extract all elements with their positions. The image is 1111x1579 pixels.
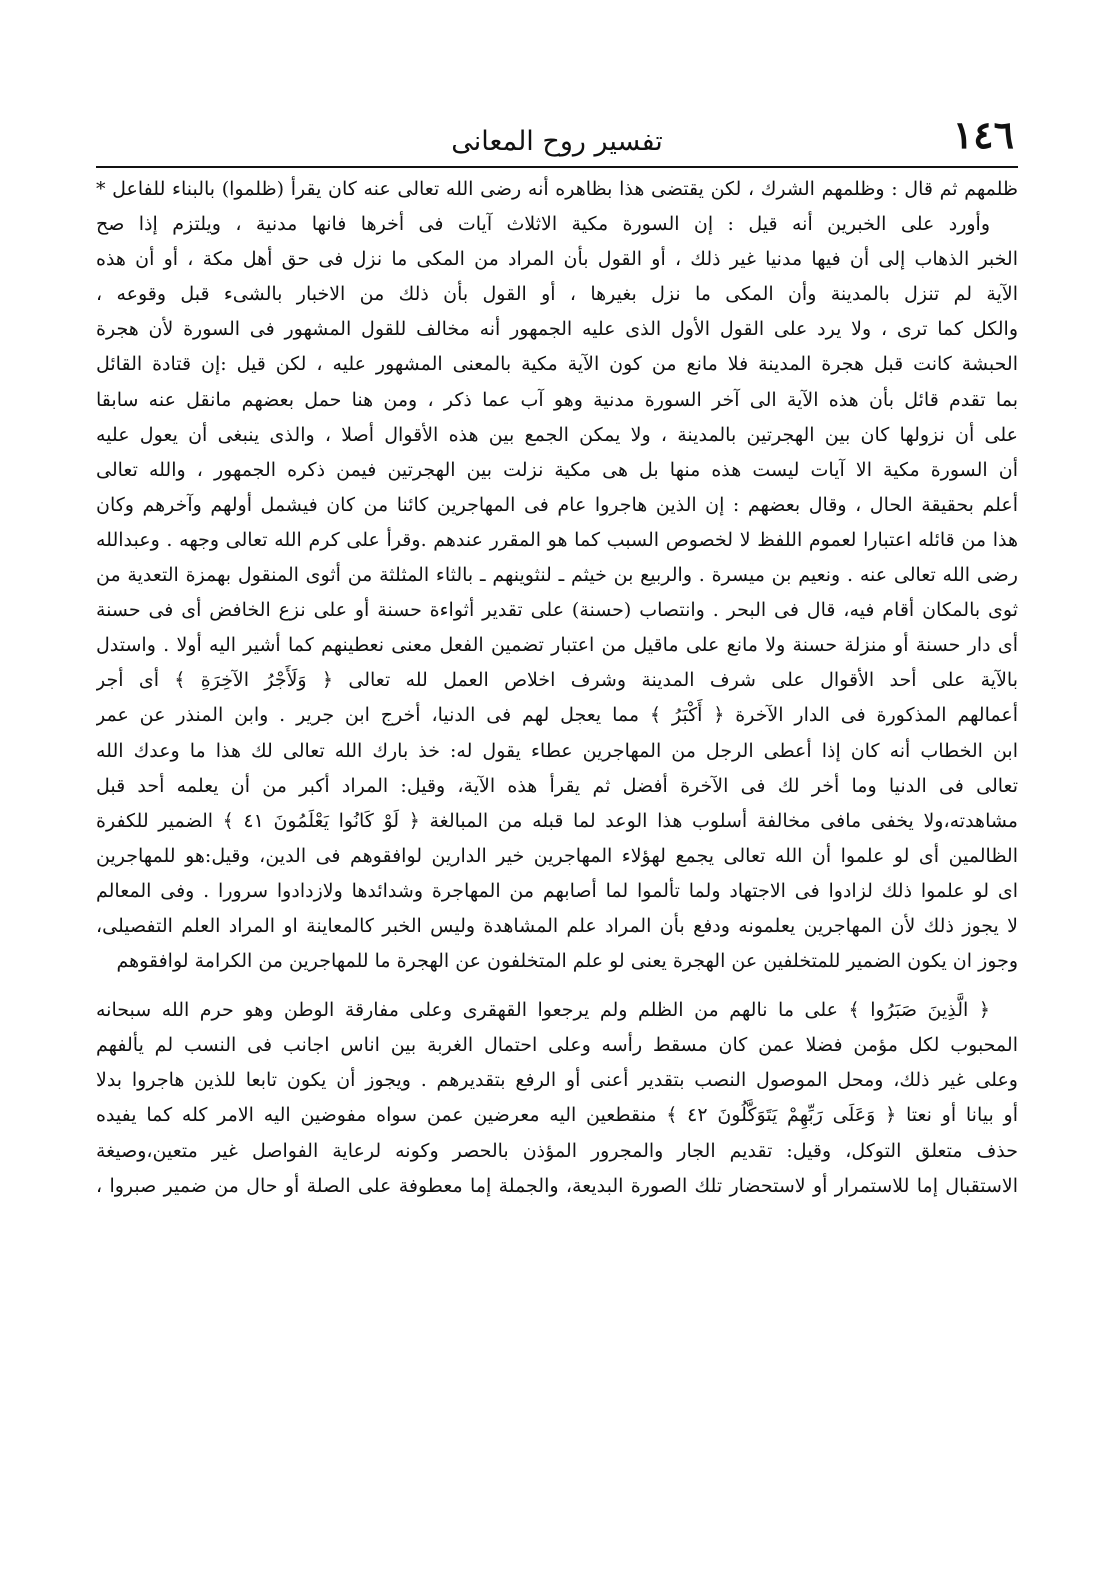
text-line: مشاهدته،ولا يخفى مافى مخالفة أسلوب هذا الوعد لما قبله من المبالغة ﴿ لَوْ كَانُوا يَعْلَمُونَ ٤١ ﴾ الضمير للكفرة (96, 809, 1018, 832)
text-line: ﴿ الَّذِينَ صَبَرُوا ﴾ على ما نالهم من الظلم ولم يرجعوا القهقرى وعلى مفارقة الوطن وهو حرم الله سبحانه (96, 999, 990, 1022)
text-line: المحبوب لكل مؤمن فضلا عمن كان مسقط رأسه وعلى احتمال الغربة بين اناس اجانب فى النسب لم يألفهم (96, 1034, 1018, 1057)
page-header (96, 108, 1018, 168)
text-line: أعلم بحقيقة الحال ، وقال بعضهم : إن الذين هاجروا عام فى المهاجرين كائنا من كان فيشمل أولهم وآخرهم وكان (96, 493, 1018, 516)
text-line: وأورد على الخبرين أنه قيل : إن السورة مكية الاثلاث آيات فى أخرها فانها مدنية ، ويلتزم إذا صح (96, 213, 990, 236)
header-rule (96, 166, 1018, 168)
page-number: ١٤٦ (952, 112, 1014, 157)
paragraph-gap (96, 979, 1018, 993)
text-line: اى لو علموا ذلك لزادوا فى الاجتهاد ولما تألموا لما أصابهم من المهاجرة وشدائدها ولازدادوا سرورا . وفى المعالم (96, 879, 1018, 902)
text-line: تعالى فى الدنيا وما أخر لك فى الآخرة أفضل ثم يقرأ هذه الآية، وقيل: المراد أكبر من أن يعلمه أحد قبل (96, 774, 1018, 797)
text-line: ابن الخطاب أنه كان إذا أعطى الرجل من المهاجرين عطاء يقول له: خذ بارك الله تعالى لك هذا ما وعدك الله (96, 739, 1018, 762)
text-line: وعلى غير ذلك، ومحل الموصول النصب بتقدير أعنى أو الرفع بتقديرهم . ويجوز أن يكون تابعا للذين هاجروا بدلا (96, 1069, 1018, 1092)
text-line: بما تقدم قائل بأن هذه الآية الى آخر السورة مدنية وهو آب عما ذكر ، ومن هنا حمل بعضهم مانقل عنه سابقا (96, 388, 1018, 411)
text-line: لا يجوز ذلك لأن المهاجرين يعلمونه ودفع بأن المراد علم المشاهدة وليس الخبر كالمعاينة او المراد العلم التفصيلى، (96, 914, 1018, 937)
page-body (96, 172, 1018, 1204)
text-line: الخبر الذهاب إلى أن فيها مدنيا غير ذلك ، أو القول بأن المراد من المكى ما نزل فى حق أهل مكة ، أو أن هذه (96, 248, 1018, 271)
text-line: هذا من قائله اعتبارا لعموم اللفظ لا لخصوص السبب كما هو المقرر عندهم .وقرأ على كرم الله تعالى وجهه . وعبدالله (96, 528, 1018, 551)
text-line: ثوى بالمكان أقام فيه، قال فى البحر . وانتصاب (حسنة) على تقدير أثواءة حسنة أو على نزع الخافض أى فى حسنة (96, 599, 1018, 622)
text-line: الاستقبال إما للاستمرار أو لاستحضار تلك الصورة البديعة، والجملة إما معطوفة على الصلة أو حال من ضمير صبروا ، (96, 1174, 1018, 1197)
text-line: الحبشة كانت قبل هجرة المدينة فلا مانع من كون الآية مكية بالمعنى المشهور عليه ، لكن قيل :إن قتادة القائل (96, 353, 1018, 376)
text-line: الظالمين أى لو علموا أن الله تعالى يجمع لهؤلاء المهاجرين خير الدارين لوافقوهم فى الدين، وقيل:هو للمهاجرين (96, 844, 1018, 867)
running-title: تفسير روح المعانى (451, 126, 663, 157)
text-line: أى دار حسنة أو منزلة حسنة ولا مانع على ماقيل من اعتبار تضمين الفعل معنى نعطينهم كما أشير اليه أولا . واستدل (96, 634, 1018, 657)
text-line: أن السورة مكية الا آيات ليست هذه منها بل هى مكية نزلت بين الهجرتين فيمن ذكره الجمهور ، والله تعالى (96, 458, 1018, 481)
text-line: الآية لم تنزل بالمدينة وأن المكى ما نزل بغيرها ، أو القول بأن ذلك من الاخبار بالشىء قبل وقوعه ، (96, 283, 1018, 306)
text-line: على أن نزولها كان بين الهجرتين بالمدينة ، ولا يمكن الجمع بين هذه الأقوال أصلا ، والذى ينبغى أن يعول عليه (96, 423, 1018, 446)
text-line: أو بيانا أو نعتا ﴿ وَعَلَى رَبِّهِمْ يَتَوَكَّلُونَ ٤٢ ﴾ منقطعين اليه معرضين عمن سواه مفوضين اليه الامر كله كما يفيده (96, 1104, 1018, 1127)
text-line: ظلمهم ثم قال : وظلمهم الشرك ، لكن يقتضى هذا بظاهره أنه رضى الله تعالى عنه كان يقرأ (ظلموا) بالبناء للفاعل * (96, 178, 1018, 200)
text-line: بالآية على أحد الأقوال على شرف المدينة وشرف اخلاص العمل لله تعالى ﴿ وَلَأَجْرُ الآخِرَةِ ﴾ أى أجر (96, 669, 1018, 692)
text-line: والكل كما ترى ، ولا يرد على القول الأول الذى عليه الجمهور أنه مخالف للقول المشهور فى السورة لأن هجرة (96, 318, 1018, 341)
text-line: حذف متعلق التوكل، وقيل: تقديم الجار والمجرور المؤذن بالحصر وكونه لرعاية الفواصل غير متعين،وصيغة (96, 1139, 1018, 1162)
text-line: وجوز ان يكون الضمير للمتخلفين عن الهجرة يعنى لو علم المتخلفون عن الهجرة ما للمهاجرين من الكرامة لوافقوهم (116, 950, 1018, 973)
text-line: رضى الله تعالى عنه . ونعيم بن ميسرة . والربيع بن خيثم ـ لنثوينهم ـ بالثاء المثلثة من أثوى المنقول بهمزة التعدية من (96, 564, 1018, 587)
text-line: أعمالهم المذكورة فى الدار الآخرة ﴿ أَكْبَرُ ﴾ مما يعجل لهم فى الدنيا، أخرج ابن جرير . وابن المنذر عن عمر (96, 704, 1018, 727)
